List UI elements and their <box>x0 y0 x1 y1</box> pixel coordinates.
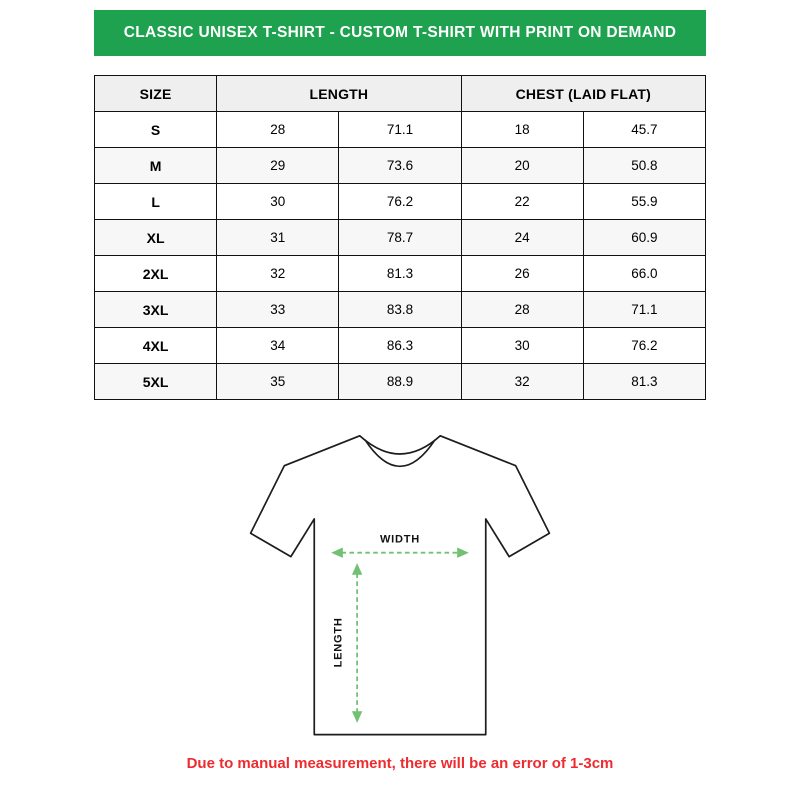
col-header-chest: CHEST (LAID FLAT) <box>461 76 705 112</box>
cell-chest_cm: 60.9 <box>583 220 705 256</box>
cell-length_in: 34 <box>217 328 339 364</box>
cell-size: 2XL <box>95 256 217 292</box>
cell-chest_in: 32 <box>461 364 583 400</box>
cell-chest_in: 26 <box>461 256 583 292</box>
cell-length_cm: 71.1 <box>339 112 461 148</box>
page-title: CLASSIC UNISEX T-SHIRT - CUSTOM T-SHIRT WITH PRINT ON DEMAND <box>123 24 677 41</box>
size-chart-page <box>94 0 706 772</box>
tshirt-diagram <box>94 428 706 745</box>
cell-chest_in: 18 <box>461 112 583 148</box>
tshirt-outline <box>251 436 550 735</box>
col-header-size: SIZE <box>95 76 217 112</box>
cell-length_cm: 76.2 <box>339 184 461 220</box>
cell-size: L <box>95 184 217 220</box>
cell-chest_in: 24 <box>461 220 583 256</box>
table-row <box>95 364 706 400</box>
cell-length_in: 32 <box>217 256 339 292</box>
measurement-note: Due to manual measurement, there will be an error of 1-3cm <box>186 755 614 772</box>
table-row <box>95 292 706 328</box>
cell-chest_in: 30 <box>461 328 583 364</box>
cell-chest_cm: 66.0 <box>583 256 705 292</box>
size-chart-table <box>94 75 706 400</box>
cell-length_cm: 88.9 <box>339 364 461 400</box>
col-header-length: LENGTH <box>217 76 461 112</box>
cell-length_cm: 86.3 <box>339 328 461 364</box>
cell-chest_cm: 71.1 <box>583 292 705 328</box>
cell-length_in: 29 <box>217 148 339 184</box>
cell-size: S <box>95 112 217 148</box>
cell-chest_cm: 76.2 <box>583 328 705 364</box>
cell-chest_in: 28 <box>461 292 583 328</box>
cell-chest_cm: 50.8 <box>583 148 705 184</box>
table-row <box>95 148 706 184</box>
length-label: LENGTH <box>332 617 345 668</box>
cell-size: 4XL <box>95 328 217 364</box>
cell-chest_in: 20 <box>461 148 583 184</box>
cell-length_cm: 73.6 <box>339 148 461 184</box>
cell-chest_cm: 55.9 <box>583 184 705 220</box>
cell-chest_cm: 45.7 <box>583 112 705 148</box>
title-banner <box>94 10 706 56</box>
cell-length_cm: 81.3 <box>339 256 461 292</box>
cell-length_in: 31 <box>217 220 339 256</box>
cell-size: M <box>95 148 217 184</box>
cell-size: 5XL <box>95 364 217 400</box>
cell-length_in: 28 <box>217 112 339 148</box>
cell-length_in: 30 <box>217 184 339 220</box>
cell-length_in: 35 <box>217 364 339 400</box>
table-row <box>95 328 706 364</box>
cell-size: 3XL <box>95 292 217 328</box>
cell-chest_cm: 81.3 <box>583 364 705 400</box>
table-row <box>95 112 706 148</box>
table-row <box>95 220 706 256</box>
table-row <box>95 256 706 292</box>
table-header-row <box>95 76 706 112</box>
cell-length_in: 33 <box>217 292 339 328</box>
cell-length_cm: 78.7 <box>339 220 461 256</box>
tshirt-drawing <box>244 428 556 745</box>
cell-size: XL <box>95 220 217 256</box>
table-row <box>95 184 706 220</box>
cell-length_cm: 83.8 <box>339 292 461 328</box>
width-label: WIDTH <box>379 533 421 546</box>
cell-chest_in: 22 <box>461 184 583 220</box>
